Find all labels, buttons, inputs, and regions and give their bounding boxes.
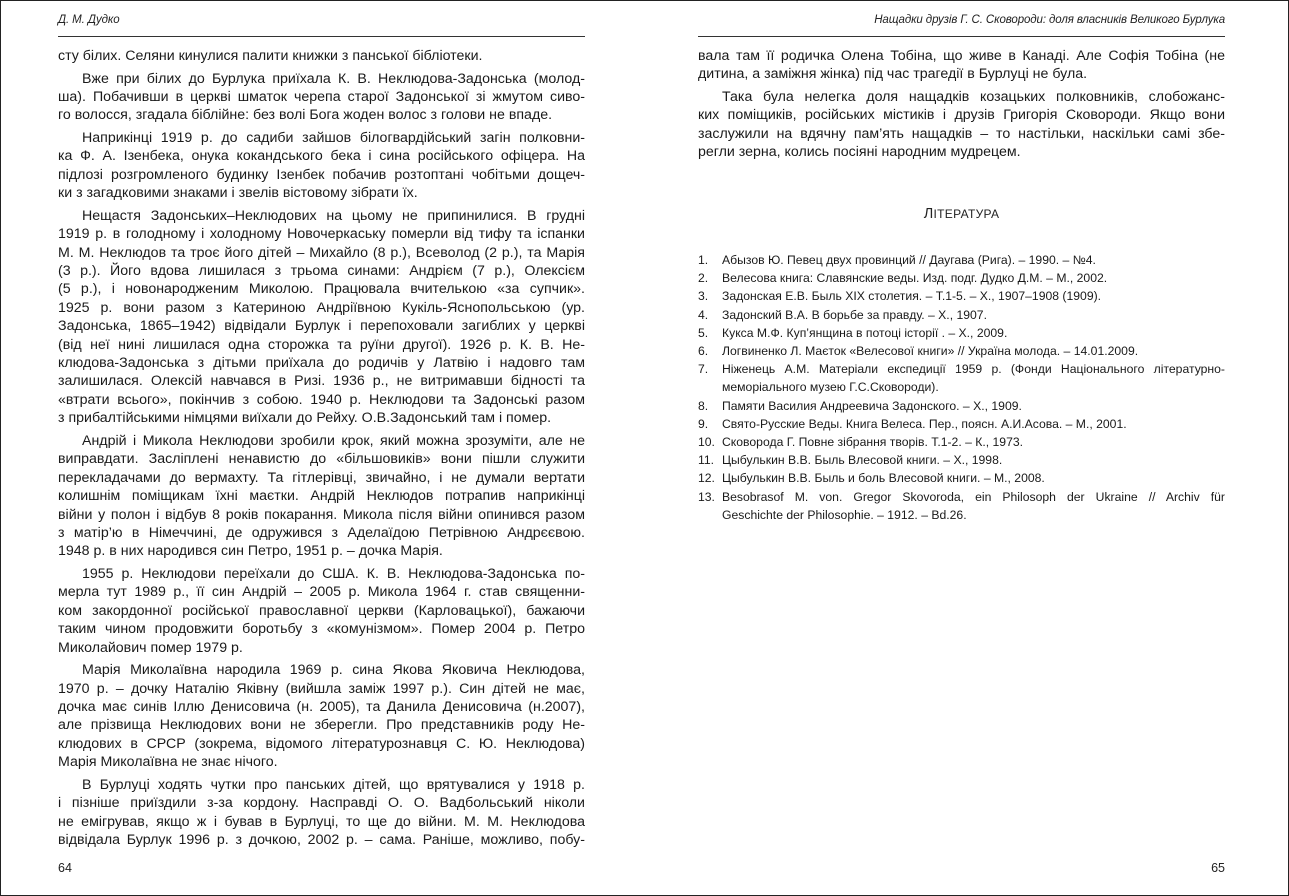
- right-running-head: Нащадки друзів Г. С. Сковороди: доля власників Великого Бурлука: [874, 14, 1225, 26]
- left-page-number: 64: [58, 861, 72, 875]
- text-line: В Бурлуці ходять чутки про панських дітей, що врятувалися у 1918 р.: [82, 776, 585, 793]
- text-line: виправдати. Засліплені ненавистю до «більшовиків» вони пішли служити: [58, 451, 585, 468]
- text-line: Задонська, 1865–1942) відвідали Бурлук і перепоховали загиблих у церкві: [58, 318, 585, 335]
- reference-text: Цыбулькин В.В. Быль и боль Влесовой книги. – М., 2008.: [722, 471, 1045, 486]
- text-line: (від неї нині лишилася одна сторожка та руїни другої). 1926 р. К. В. Не-: [58, 336, 585, 353]
- reference-text: Памяти Василия Андреевича Задонского. – Х., 1909.: [722, 398, 1022, 413]
- reference-text: Besobrasof M. von. Gregor Skovoroda, ein Philosoph der Ukraine // Archiv für: [722, 489, 1225, 504]
- text-line: Андрій і Микола Неклюдови зробили крок, який можна зрозуміти, але не: [82, 432, 585, 449]
- text-line: ких поміщиків, російських містиків і друзів Григорія Сковороди. Якщо вони: [698, 107, 1225, 124]
- reference-item: [698, 433, 1225, 451]
- reference-item: [698, 269, 1225, 287]
- text-line: 1970 р. – дочку Наталію Яківну (вийшла заміж 1997 р.). Син дітей не має,: [58, 680, 585, 697]
- text-line: 1955 р. Неклюдови переїхали до США. К. В. Неклюдова-Задонська по-: [82, 565, 585, 582]
- text-line: Така була нелегка доля нащадків козацьких полковників, слобожанс-: [722, 89, 1225, 105]
- paragraph: [698, 88, 1225, 162]
- text-line: перекладачами до вермахту. Та гітлерівці, звичайно, і не думали вертати: [58, 469, 585, 486]
- reference-text: Ніженець А.М. Матеріали експедиції 1959 р. (Фонди Національного літературно-: [722, 362, 1225, 377]
- text-line: ки з загадковими знаками і звелів вістовому зібрати їх.: [58, 185, 418, 202]
- reference-item: [698, 306, 1225, 324]
- reference-text: Сковорода Г. Повне зібрання творів. Т.1-2. – К., 1973.: [722, 435, 1024, 450]
- paragraph: [58, 661, 585, 771]
- reference-number: 9.: [698, 416, 709, 431]
- paragraph: [698, 47, 1225, 84]
- reference-text: Geschichte der Philosophie. – 1912. – Bd.26.: [722, 507, 967, 522]
- text-line: «втрати всього», покінчив з собою. 1940 р. Неклюдови та Задонські разом: [58, 391, 585, 408]
- literature-heading: [698, 206, 1225, 222]
- text-line: клюдова-Задонська з дітьми приїхала до родичів у Латвію і надовго там: [58, 355, 585, 372]
- paragraph: [58, 565, 585, 657]
- right-page-number: 65: [1211, 861, 1225, 875]
- text-line: не емігрував, якщо ж і бував в Бурлуці, то ще до війни. М. М. Неклюдова: [58, 813, 585, 830]
- reference-item: [698, 251, 1225, 269]
- reference-text: Логвиненко Л. Маєток «Велесової книги» // Україна молода. – 14.01.2009.: [722, 344, 1139, 359]
- reference-item: [698, 469, 1225, 487]
- reference-number: 2.: [698, 271, 709, 286]
- text-line: Наприкінці 1919 р. до садиби зайшов білогвардійський загін полковни-: [82, 130, 585, 146]
- text-line: мерла тут 1989 р., її син Андрій – 2005 р. Микола 1964 г. став священни-: [58, 584, 585, 601]
- left-page: [58, 0, 585, 896]
- text-line: (5 р.), і новонародженим Миколою. Працювала вчителькою «за супчик».: [58, 281, 585, 298]
- text-line: дочка має синів Іллю Денисовича (н. 2005), та Данила Денисовича (н.2007),: [58, 698, 585, 715]
- left-running-head: Д. М. Дудко: [58, 14, 120, 26]
- text-line: колишнім поміщикам їхні маєтки. Андрій Неклюдов потрапив наприкінці: [58, 488, 585, 505]
- reference-number: 3.: [698, 289, 709, 304]
- reference-item: [698, 342, 1225, 360]
- reference-text: Велесова книга: Славянские веды. Изд. подг. Дудко Д.М. – М., 2002.: [722, 271, 1108, 286]
- paragraph: [58, 129, 585, 203]
- paragraph: [58, 207, 585, 428]
- reference-number: 1.: [698, 253, 709, 267]
- left-body-text: [58, 47, 585, 854]
- text-line: регли зерна, колись посіяні народним мудрецем.: [698, 144, 1021, 161]
- text-line: Миколайович помер 1979 р.: [58, 639, 243, 656]
- reference-number: 10.: [698, 435, 715, 450]
- text-line: таким чином продовжити боротьбу з «комунізмом». Помер 2004 р. Петро: [58, 621, 585, 638]
- reference-number: 4.: [698, 307, 709, 322]
- reference-text: Абызов Ю. Певец двух провинций // Даугава (Рига). – 1990. – №4.: [722, 253, 1096, 267]
- text-line: го волосся, згадала біблійне: без волі Бога жоден волос з голови не впаде.: [58, 107, 553, 124]
- reference-text: Задонский В.А. В борьбе за правду. – Х., 1907.: [722, 307, 987, 322]
- text-line: ша). Побачивши в церкві шматок черепа старої Задонської зі жмутом сиво-: [58, 89, 585, 105]
- text-line: Марія Миколаївна не знає нічого.: [58, 754, 278, 771]
- text-line: 1919 р. в голодному і холодному Новочеркаську померли від тифу та іспанки: [58, 226, 585, 243]
- reference-number: 11.: [698, 453, 715, 468]
- reference-number: 13.: [698, 489, 715, 504]
- text-line: заслужили на вдячну пам’ять нащадків – то настільки, наскільки самі збе-: [698, 125, 1225, 142]
- paragraph: [58, 776, 585, 850]
- reference-item: [698, 415, 1225, 433]
- reference-number: 7.: [698, 362, 709, 377]
- right-header-rule: [698, 36, 1225, 37]
- text-line: сту білих. Селяни кинулися палити книжки з панської бібліотеки.: [58, 48, 483, 64]
- text-line: вала там її родичка Олена Тобіна, що живе в Канаді. Але Софія Тобіна (не: [698, 48, 1225, 64]
- reference-item: [698, 451, 1225, 469]
- text-line: залишилася. Олексій навчався в Ризі. 1936 р., не витримавши бідності та: [58, 373, 585, 390]
- text-line: Вже при білих до Бурлука приїхала К. В. Неклюдова-Задонська (молод-: [82, 70, 585, 87]
- heading-rest: ІТЕРАТУРА: [933, 207, 1000, 221]
- text-line: клюдових в СРСР (зокрема, відомого літературознавця С. Ю. Неклюдова): [58, 735, 585, 752]
- reference-item: [698, 324, 1225, 342]
- text-line: війни у полон і відбув 8 років покарання. Микола після війни опинився разом: [58, 506, 585, 523]
- reference-text: Цыбулькин В.В. Быль Влесовой книги. – Х., 1998.: [722, 453, 1003, 468]
- reference-text: Кукса М.Ф. Куп’янщина в потоці історії . – Х., 2009.: [722, 325, 1008, 340]
- reference-item: [698, 360, 1225, 396]
- text-line: 1948 р. в них народився син Петро, 1951 р. – дочка Марія.: [58, 543, 443, 560]
- text-line: але прізвища Неклюдових вони не зберегли. Про представників роду Не-: [58, 717, 585, 734]
- reference-item: [698, 397, 1225, 415]
- text-line: Нещастя Задонських–Неклюдових на цьому не припинилися. В грудні: [82, 207, 585, 224]
- paragraph: [58, 47, 585, 65]
- text-line: ком закордонної російської православної церкви (Карловацької), бажаючи: [58, 602, 585, 619]
- right-body-text: [698, 47, 1225, 166]
- text-line: відвідала Бурлук 1996 р. з дочкою, 2002 р. – сама. Раніше, можливо, побу-: [58, 831, 585, 848]
- reference-text: Свято-Русские Веды. Книга Велеса. Пер., поясн. А.И.Асова. – М., 2001.: [722, 416, 1127, 431]
- right-page: [698, 0, 1225, 896]
- text-line: з матір’ю в Німеччині, де одружився з Аделаїдою Петрівною Андрєєвою.: [58, 524, 585, 541]
- reference-item: [698, 287, 1225, 305]
- reference-number: 6.: [698, 344, 709, 359]
- text-line: (3 р.). Його вдова лишилася з трьома синами: Андрієм (7 р.), Олексієм: [58, 263, 585, 280]
- reference-item: [698, 488, 1225, 524]
- text-line: і пізніше приїздили з-за кордону. Насправді О. О. Вадбольський ніколи: [58, 795, 585, 812]
- text-line: М. М. Неклюдов та троє його дітей – Михайло (8 р.), Всеволод (2 р.), та Марія: [58, 244, 585, 261]
- heading-initial: Л: [923, 206, 934, 222]
- text-line: 1925 р. вони разом з Катериною Андріївною Кукіль-Яснопольською (ур.: [58, 299, 585, 316]
- reference-list: [698, 251, 1225, 524]
- reference-text: Задонская Е.В. Быль XIX столетия. – Т.1-5. – Х., 1907–1908 (1909).: [722, 289, 1102, 304]
- paragraph: [58, 432, 585, 561]
- reference-text: меморіального музею Г.С.Сковороди).: [722, 380, 939, 395]
- text-line: дитина, а заміжня жінка) під час трагедії в Бурлуці не була.: [698, 66, 1088, 83]
- reference-number: 12.: [698, 471, 715, 486]
- left-header-rule: [58, 36, 585, 37]
- paragraph: [58, 70, 585, 125]
- text-line: підлозі розгромленого будинку Ізенбек побачив розтоптані чобітьми дощеч-: [58, 166, 585, 183]
- text-line: з прибалтійськими німцями виїхали до Рейху. О.В.Задонський там і помер.: [58, 410, 552, 427]
- text-line: Марія Миколаївна народила 1969 р. сина Якова Яковича Неклюдова,: [82, 662, 585, 679]
- reference-number: 5.: [698, 325, 709, 340]
- reference-number: 8.: [698, 398, 709, 413]
- text-line: ка Ф. А. Ізенбека, онука кокандського бека і сина російського офіцера. На: [58, 148, 585, 165]
